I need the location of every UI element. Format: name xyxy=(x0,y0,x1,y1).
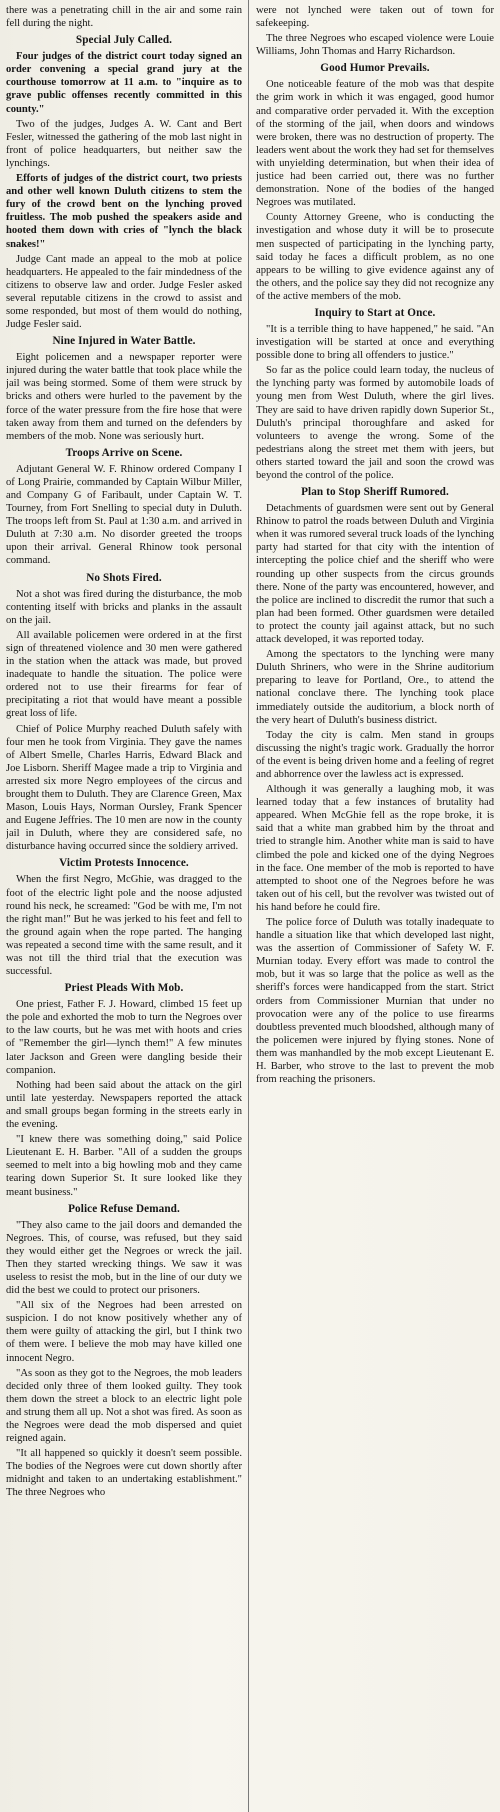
left-paragraph: Adjutant General W. F. Rhinow ordered Company I of Long Prairie, commanded by Captain Wilbur Miller, and Company G of Faribault, under Captain W. T. Tourney, from Fort Snelling to special duty in Duluth. The troops left from St. Paul at 1:30 a.m. and arrived in Duluth at 7:30 a.m. No disorder greeted the troops upon their arrival. General Rhinow took personal command. xyxy=(6,463,242,567)
right-subheading: Good Humor Prevails. xyxy=(320,62,430,75)
right-paragraph: Detachments of guardsmen were sent out by General Rhinow to patrol the roads between Duluth and Virginia when it was rumored several truck loads of the lynching party had started for that city with the intention of intercepting the police chief and the sheriff who were rounding up other suspects from the circus grounds there. None of the party was encountered, however, and the police are inclined to discredit the rumor that such a plan had been formed. Other guardsmen were detailed to protect the county jail against attack, but no such attack developed, it was reported today. xyxy=(256,503,494,646)
left-paragraph: Nothing had been said about the attack on the girl until late yesterday. Newspapers reported the attack and small groups began forming in the streets early in the evening. xyxy=(6,1079,242,1131)
left-paragraph: "All six of the Negroes had been arrested on suspicion. I do not know positively whether any of them were guilty of attacking the girl, but I think two of them were. I believe the mob may have killed one innocent Negro. xyxy=(6,1300,242,1364)
right-subheading: Plan to Stop Sheriff Rumored. xyxy=(301,486,449,499)
left-subheading: Victim Protests Innocence. xyxy=(59,857,189,870)
right-paragraph: Today the city is calm. Men stand in groups discussing the night's tragic work. Gradually the horror of the event is being driven home and a feeling of regret and abhorrence over the lawless act is expressed. xyxy=(256,729,494,780)
right-paragraph: were not lynched were taken out of town for safekeeping. xyxy=(256,5,494,30)
left-subheading: Priest Pleads With Mob. xyxy=(64,982,184,995)
right-paragraph: Although it was generally a laughing mob, it was learned today that a few instances of brutality had appeared. When McGhie fell as the rope broke, it is said that a white man grabbed him by the throat and tried to strangle him. Another white man is said to have climbed the pole and kicked one of the dying Negroes in the face. One member of the mob is reported to have attempted to shoot one of the Negroes before he was taken out of his cell, but the revolver was twisted out of his hand before he could fire. xyxy=(256,784,494,913)
left-subheading: Troops Arrive on Scene. xyxy=(65,446,183,459)
left-paragraph: Not a shot was fired during the disturbance, the mob contenting itself with bricks and planks in the assault on the jail. xyxy=(6,588,242,626)
left-paragraph: there was a penetrating chill in the air and some rain fell during the night. xyxy=(6,5,242,30)
right-paragraph: One noticeable feature of the mob was that despite the grim work in which it was engaged, good humor and comparative order pervaded it. With the exception of the storming of the jail, when doors and windows were broken, there was no destruction of property. The leaders went about the work they had set for themselves with unyielding determination, but when their idea of justice had been carried out, there was no further demonstration. None of the bodies of the hanged Negroes was mutilated. xyxy=(256,79,494,209)
column-rule xyxy=(248,0,249,1812)
right-paragraph: The police force of Duluth was totally inadequate to handle a situation like that which developed last night, was the assertion of Commissioner of Safety W. F. Murnian today. Every effort was made to control the mob, but it was so large that the police as well as the sheriff's forces were handicapped from the start. Strict orders from Commissioner Murnian that under no provocation were any of the police to use firearms doubtless prevented much bloodshed, although many of the policemen were injured by flying stones. None of them was manhandled by the mob except Lieutenant E. H. Barber, who strove to the last to prevent the mob from reaching the prisoners. xyxy=(256,917,494,1086)
left-paragraph: Four judges of the district court today signed an order convening a special grand jury at the courthouse tomorrow at 11 a.m. to "inquire as to grave public offenses recently committed in this county." xyxy=(6,51,242,115)
left-paragraph: When the first Negro, McGhie, was dragged to the foot of the electric light pole and the noose adjusted round his neck, he screamed: "God be with me, I'm not the right man!" But he was jerked to his feet and fell to the ground again when the rope parted. The hanging was repeated a second time with the same result, and it was not till the third trial that the execution was successful. xyxy=(6,874,242,978)
left-paragraph: "They also came to the jail doors and demanded the Negroes. This, of course, was refused, but they said they would either get the Negroes or wreck the jail. Then they started wrecking things. We saw it was useless to resist the mob, but in the line of our duty we did the best we could to protect our prisoners. xyxy=(6,1219,242,1297)
left-paragraph: "As soon as they got to the Negroes, the mob leaders decided only three of them looked guilty. They took them down the street a block to an electric light pole and strung them all up. Not a shot was fired. As soon as the Negroes were dead the mob dispersed and quiet reigned again. xyxy=(6,1367,242,1445)
right-paragraph: The three Negroes who escaped violence were Louie Williams, John Thomas and Harry Richardson. xyxy=(256,33,494,58)
left-paragraph: "It all happened so quickly it doesn't seem possible. The bodies of the Negroes were cut down shortly after midnight and taken to an undertaking establishment." The three Negroes who xyxy=(6,1448,242,1499)
left-paragraph: "I knew there was something doing," said Police Lieutenant E. H. Barber. "All of a sudden the groups seemed to melt into a big howling mob and they came tearing down Superior St. It sure looked like they meant business." xyxy=(6,1134,242,1198)
left-paragraph: Two of the judges, Judges A. W. Cant and Bert Fesler, witnessed the gathering of the mob last night in front of police headquarters, but neither saw the lynchings. xyxy=(6,118,242,169)
left-subheading: Nine Injured in Water Battle. xyxy=(52,335,196,348)
left-paragraph: Chief of Police Murphy reached Duluth safely with four men he took from Virginia. They gave the names of Albert Smelle, Charles Harris, Edward Black and Joe Lisborn. Sheriff Magee made a trip to Virginia and arrested six more Negro employees of the circus and brought them to Duluth. They are Clarence Green, Max Mason, Louis Hays, Norman Oursley, Frank Spencer and Eugene Jeffries. The 10 men are now in the county jail in Duluth, where they are considered safe, no disturbance having occurred since the soldiery arrived. xyxy=(6,723,242,853)
left-subheading: Police Refuse Demand. xyxy=(68,1202,180,1215)
right-paragraph: "It is a terrible thing to have happened," he said. "An investigation will be started at once and everything possible done to bring all offenders to justice." xyxy=(256,323,494,362)
left-paragraph: Eight policemen and a newspaper reporter were injured during the water battle that took place while the jail was being stormed. Some of them were struck by bricks and others were hurled to the pavement by the force of the water pressure from the fire hose that were taken away from them and turned on the defenders by members of the mob. None was seriously hurt. xyxy=(6,352,242,442)
left-paragraph: Efforts of judges of the district court, two priests and other well known Duluth citizens to stem the fury of the crowd bent on the lynching proved fruitless. The mob pushed the speakers aside and hooted them down with cries of "lynch the black snakes!" xyxy=(6,173,242,250)
left-subheading: Special July Called. xyxy=(75,34,173,47)
right-column xyxy=(256,4,494,1088)
left-subheading: No Shots Fired. xyxy=(86,571,162,584)
left-column xyxy=(6,4,242,1502)
right-paragraph: Among the spectators to the lynching were many Duluth Shriners, who were in the Shrine auditorium preparing to leave for Portland, Ore., to attend the national conclave there. The lynching took place immediately outside the auditorium, a block north of the very heart of Duluth's business district. xyxy=(256,649,494,726)
left-paragraph: Judge Cant made an appeal to the mob at police headquarters. He appealed to the fair mindedness of the citizens to observe law and order. Judge Fesler asked several reputable citizens in the crowd to assist and some responded, but most of them would do nothing, Judge Fesler said. xyxy=(6,253,242,331)
left-paragraph: All available policemen were ordered in at the first sign of threatened violence and 30 men were gathered in the station when the attack was made, but proved inadequate to handle the situation. The police were ordered not to use their firearms for fear of precipitating a riot that would have meant a possible great loss of life. xyxy=(6,629,242,720)
right-subheading: Inquiry to Start at Once. xyxy=(314,306,436,319)
right-paragraph: So far as the police could learn today, the nucleus of the lynching party was formed by automobile loads of young men from West Duluth, where the girl lives. They are said to have driven rapidly down Superior St., Duluth's principal thoroughfare and asked for volunteers to avenge the wrong. Some of the pedestrians along the street met them with jeers, but others started toward the jail and soon the crowd was beyond the control of the police. xyxy=(256,365,494,481)
right-paragraph: County Attorney Greene, who is conducting the investigation and whose duty it will be to prosecute men suspected of participating in the lynching party, said today he faces a difficult problem, as no one appears to be willing to give evidence against any of the others, and the police say they did not recognize any of the active members of the mob. xyxy=(256,212,494,302)
left-paragraph: One priest, Father F. J. Howard, climbed 15 feet up the pole and exhorted the mob to turn the Negroes over to the law courts, but he was met with hoots and cries of "Remember the girl—lynch them!" A few minutes later Jackson and Green were dangling beside their companion. xyxy=(6,999,242,1076)
